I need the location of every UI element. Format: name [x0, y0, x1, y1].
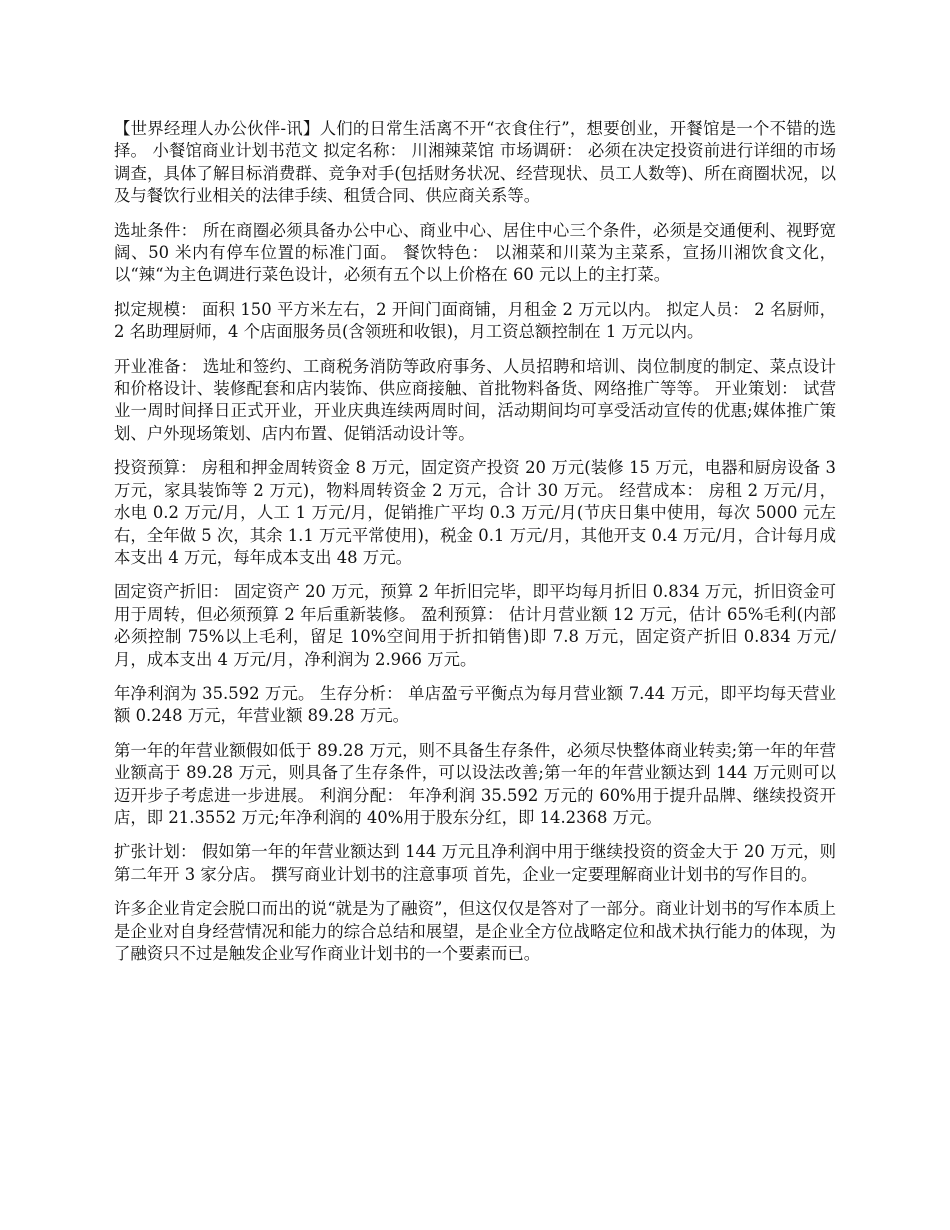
- paragraph-scale-staff: 拟定规模： 面积 150 平方米左右，2 开间门面商铺，月租金 2 万元以内。 拟定人员： 2 名厨师，2 名助理厨师，4 个店面服务员(含领班和收银)，月工资总额控制在 1 万元以内。: [114, 299, 836, 342]
- paragraph-investment-budget: 投资预算： 房租和押金周转资金 8 万元，固定资产投资 20 万元(装修 15 万元，电器和厨房设备 3 万元，家具装饰等 2 万元)，物料周转资金 2 万元，合计 30 万元。 经营成本： 房租 2 万元/月，水电 0.2 万元/月，人工 1 万元/月，促销推广平均 0.3 万元/月(节庆日集中使用，每次 5000 元左右，全年做 5 次，其余 1.1 万元平常使用)，税金 0.1 万元/月，其他开支 0.4 万元/月，合计每月成本支出 4 万元，每年成本支出 48 万元。: [114, 458, 836, 567]
- paragraph-writing-purpose: 许多企业肯定会脱口而出的说“就是为了融资”，但这仅仅是答对了一部分。商业计划书的写作本质上是企业对自身经营情况和能力的综合总结和展望，是企业全方位战略定位和战术执行能力的体现，为了融资只不过是触发企业写作商业计划书的一个要素而已。: [114, 899, 836, 963]
- paragraph-site-selection: 选址条件： 所在商圈必须具备办公中心、商业中心、居住中心三个条件，必须是交通便利、视野宽阔、50 米内有停车位置的标准门面。 餐饮特色： 以湘菜和川菜为主菜系，宣扬川湘饮食文化，以“辣“为主色调进行菜色设计，必须有五个以上价格在 60 元以上的主打菜。: [114, 220, 836, 285]
- paragraph-opening-prep: 开业准备： 选址和签约、工商税务消防等政府事务、人员招聘和培训、岗位制度的制定、菜点设计和价格设计、装修配套和店内装饰、供应商接触、首批物料备货、网络推广等等。 开业策划： 试营业一周时间择日正式开业，开业庆典连续两周时间，活动期间均可享受活动宣传的优惠;媒体推广策划、户外现场策划、店内布置、促销活动设计等。: [114, 356, 836, 443]
- paragraph-expansion: 扩张计划： 假如第一年的年营业额达到 144 万元且净利润中用于继续投资的资金大于 20 万元，则第二年开 3 家分店。 撰写商业计划书的注意事项 首先，企业一定要理解商业计划书的写作目的。: [114, 842, 836, 884]
- paragraph-first-year: 第一年的年营业额假如低于 89.28 万元，则不具备生存条件，必须尽快整体商业转卖;第一年的年营业额高于 89.28 万元，则具备了生存条件，可以设法改善;第一年的年营业额达到 144 万元则可以迈开步子考虑进一步进展。 利润分配： 年净利润 35.592 万元的 60%用于提升品牌、继续投资开店，即 21.3552 万元;年净利润的 40%用于股东分红，即 14.2368 万元。: [114, 740, 836, 827]
- paragraph-intro: 【世界经理人办公伙伴-讯】人们的日常生活离不开“衣食住行”，想要创业，开餐馆是一个不错的选择。 小餐馆商业计划书范文 拟定名称： 川湘辣菜馆 市场调研： 必须在决定投资前进行详细的市场调查，具体了解目标消费群、竞争对手(包括财务状况、经营现状、员工人数等)、所在商圈状况，以及与餐饮行业相关的法律手续、租赁合同、供应商关系等。: [114, 119, 836, 206]
- document-body: [114, 118, 836, 977]
- paragraph-net-profit: 年净利润为 35.592 万元。 生存分析： 单店盈亏平衡点为每月营业额 7.44 万元，即平均每天营业额 0.248 万元，年营业额 89.28 万元。: [114, 683, 836, 726]
- paragraph-depreciation: 固定资产折旧： 固定资产 20 万元，预算 2 年折旧完毕，即平均每月折旧 0.834 万元，折旧资金可用于周转，但必须预算 2 年后重新装修。 盈利预算： 估计月营业额 12 万元，估计 65%毛利(内部必须控制 75%以上毛利，留足 10%空间用于折扣销售)即 7.8 万元，固定资产折旧 0.834 万元/月，成本支出 4 万元/月，净利润为 2.966 万元。: [114, 582, 836, 669]
